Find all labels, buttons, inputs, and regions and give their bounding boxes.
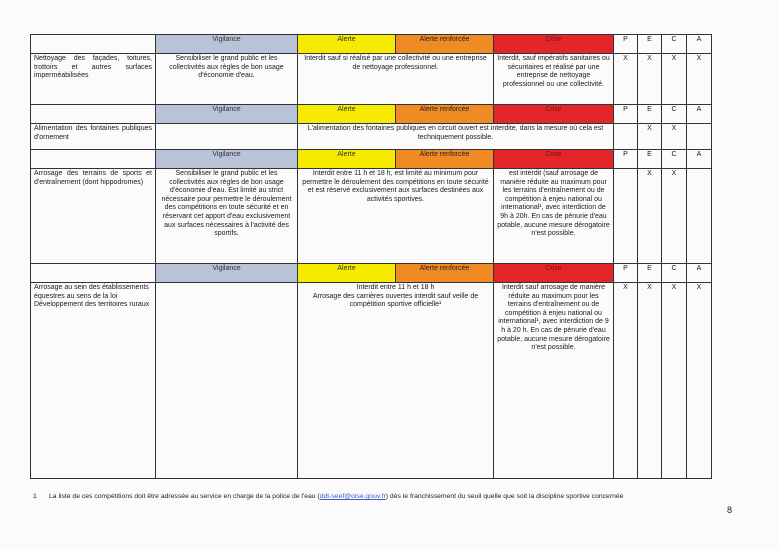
vigilance-cell [156,283,298,479]
header-c: C [662,35,687,54]
crise-cell: Interdit, sauf impératifs sanitaires ou sécuritaires et réalisé par une entreprise de nettoyage professionnel ou une collectivité. [494,54,614,105]
a-cell [687,124,712,150]
header-vigilance: Vigilance [156,264,298,283]
table-row [31,169,712,264]
header-p: P [614,35,638,54]
header-e: E [638,105,662,124]
e-cell: X [638,283,662,479]
crise-cell: Interdit sauf arrosage de manière réduite au maximum pour les terrains d'entraînement ou de compétition à enjeu national ou international¹, avec interdiction de 9 h à 20 h. En cas de pénurie d'eau potable, aucune mesure dérogatoire n'est possible. [494,283,614,479]
table-row [31,54,712,105]
c-cell: X [662,283,687,479]
header-p: P [614,264,638,283]
table-row [31,283,712,479]
alerte-crise-cell: L'alimentation des fontaines publiques en circuit ouvert est interdite, dans la mesure où cela est techniquement possible. [298,124,614,150]
vigilance-cell: Sensibiliser le grand public et les collectivités aux règles de bon usage d'économie d'eau. Est limité au strict nécessaire pour permettre le déroulement des compétitions en toute sécurité et en réservant cet apport d'eau exclusivement aux surfaces nécessaires à l'activité des sportifs. [156,169,298,264]
header-crise: Crise [494,150,614,169]
header-empty-cell [31,150,156,169]
header-crise: Crise [494,105,614,124]
header-alerte-renforcee: Alerte renforcée [396,150,494,169]
crise-cell: est interdit (sauf arrosage de manière réduite au maximum pour les terrains d'entraînement ou de compétition à enjeu national ou international¹, avec interdiction de 9h à 20h. En cas de pénurie d'eau potable, aucune mesure dérogatoire n'est possible. [494,169,614,264]
a-cell [687,169,712,264]
footnote-text-before: La liste de ces compétitions doit être adressée au service en charge de la police de l'eau ( [49,493,320,500]
header-a: A [687,264,712,283]
p-cell: X [614,283,638,479]
header-empty-cell [31,105,156,124]
header-e: E [638,264,662,283]
header-alerte: Alerte [298,105,396,124]
header-a: A [687,35,712,54]
p-cell [614,169,638,264]
page-number: 8 [727,505,733,515]
header-crise: Crise [494,264,614,283]
footnote [33,493,733,500]
table-header-row [31,35,712,54]
row-label: Nettoyage des façades, toitures, trottoirs et autres surfaces imperméabilisées [31,54,156,105]
c-cell: X [662,54,687,105]
vigilance-cell [156,124,298,150]
alerte-cell [298,283,494,479]
header-alerte: Alerte [298,150,396,169]
header-c: C [662,105,687,124]
header-vigilance: Vigilance [156,105,298,124]
header-vigilance: Vigilance [156,150,298,169]
alerte-cell: Interdit sauf si réalisé par une collectivité ou une entreprise de nettoyage professionnel. [298,54,494,105]
row-label: Arrosage au sein des établissements équestres au sens de la loi Développement des territoires ruraux [31,283,156,479]
table-row [31,124,712,150]
alerte-line-2: Arrosage des carrières ouvertes interdit sauf veille de compétition sportive officielle¹ [312,292,479,309]
a-cell: X [687,54,712,105]
header-alerte-renforcee: Alerte renforcée [396,264,494,283]
header-crise: Crise [494,35,614,54]
footnote-text-after: ) dès le franchissement du seuil quelle que soit la discipline sportive concernée [385,493,624,500]
header-alerte-renforcee: Alerte renforcée [396,105,494,124]
row-label: Alimentation des fontaines publiques d'ornement [31,124,156,150]
header-p: P [614,150,638,169]
header-empty-cell [31,35,156,54]
alerte-cell: Interdit entre 11 h et 18 h, est limité au minimum pour permettre le déroulement des compétitions en toute sécurité et est réservé exclusivement aux surfaces destinées aux activités sportives. [298,169,494,264]
e-cell: X [638,169,662,264]
vigilance-cell: Sensibiliser le grand public et les collectivités aux règles de bon usage d'économie d'eau. [156,54,298,105]
header-c: C [662,264,687,283]
header-vigilance: Vigilance [156,35,298,54]
header-alerte: Alerte [298,264,396,283]
header-empty-cell [31,264,156,283]
e-cell: X [638,124,662,150]
a-cell: X [687,283,712,479]
table-header-row [31,264,712,283]
row-label: Arrosage des terrains de sports et d'entraînement (dont hippodromes) [31,169,156,264]
alerte-line-1: Interdit entre 11 h et 18 h [356,284,435,291]
table-header-row [31,150,712,169]
header-a: A [687,150,712,169]
header-e: E [638,150,662,169]
c-cell: X [662,124,687,150]
p-cell: X [614,54,638,105]
restrictions-table [30,34,712,479]
p-cell [614,124,638,150]
header-alerte-renforcee: Alerte renforcée [396,35,494,54]
footnote-number: 1 [33,493,37,500]
footnote-email-link[interactable]: ddt-seef@oise.gouv.fr [319,493,386,500]
header-alerte: Alerte [298,35,396,54]
header-c: C [662,150,687,169]
header-a: A [687,105,712,124]
table-header-row [31,105,712,124]
c-cell: X [662,169,687,264]
header-e: E [638,35,662,54]
header-p: P [614,105,638,124]
e-cell: X [638,54,662,105]
